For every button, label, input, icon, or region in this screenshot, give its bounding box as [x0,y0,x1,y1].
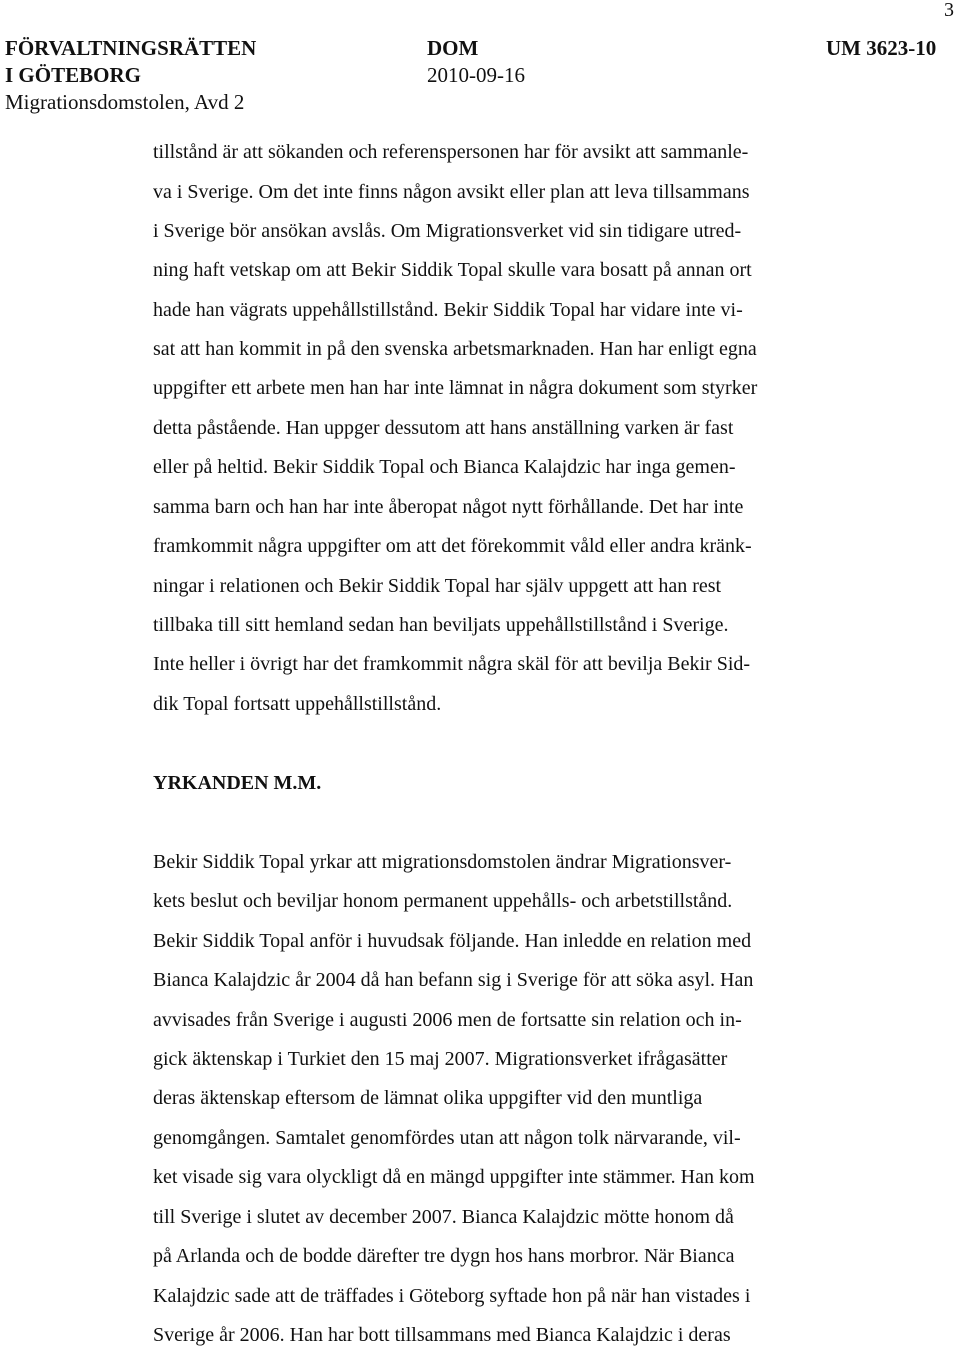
body-line: tillstånd är att sökanden och referenspersonen har för avsikt att sammanle- [153,141,749,163]
body-line: uppgifter ett arbete men han har inte lämnat in några dokument som styrker [153,377,758,399]
body-line: Bianca Kalajdzic år 2004 då han befann sig i Sverige för att söka asyl. Han [153,969,754,991]
court-department: Migrationsdomstolen, Avd 2 [5,90,245,114]
body-line: eller på heltid. Bekir Siddik Topal och Bianca Kalajdzic har inga gemen- [153,456,736,478]
body-line: dik Topal fortsatt uppehållstillstånd. [153,693,442,715]
body-line: detta påstående. Han uppger dessutom att hans anställning varken är fast [153,417,734,439]
document-date: 2010-09-16 [427,63,525,87]
court-header [5,35,256,116]
body-line: Bekir Siddik Topal yrkar att migrationsdomstolen ändrar Migrationsver- [153,851,732,873]
body-line: ket visade sig vara olyckligt då en mängd uppgifter inte stämmer. Han kom [153,1166,755,1188]
body-line: Kalajdzic sade att de träffades i Göteborg syftade hon på när han vistades i [153,1285,751,1307]
body-line: va i Sverige. Om det inte finns någon avsikt eller plan att leva tillsammans [153,181,750,203]
body-line: ning haft vetskap om att Bekir Siddik Topal skulle vara bosatt på annan ort [153,259,752,281]
body-line: kets beslut och beviljar honom permanent uppehålls- och arbetstillstånd. [153,890,733,912]
body-line: gick äktenskap i Turkiet den 15 maj 2007. Migrationsverket ifrågasätter [153,1048,728,1070]
body-line: på Arlanda och de bodde därefter tre dygn hos hans morbror. När Bianca [153,1245,735,1267]
document-type: DOM [427,36,479,60]
page-number: 3 [944,0,954,21]
case-number: UM 3623-10 [826,36,937,60]
body-line: Bekir Siddik Topal anför i huvudsak följande. Han inledde en relation med [153,930,752,952]
body-line: till Sverige i slutet av december 2007. Bianca Kalajdzic mötte honom då [153,1206,734,1228]
body-line: i Sverige bör ansökan avslås. Om Migrationsverket vid sin tidigare utred- [153,220,742,242]
court-name-line2: I GÖTEBORG [5,63,141,87]
body-line: ningar i relationen och Bekir Siddik Topal har själv uppgett att han rest [153,575,722,597]
body-line: Inte heller i övrigt har det framkommit några skäl för att bevilja Bekir Sid- [153,653,751,675]
body-line: hade han vägrats uppehållstillstånd. Bekir Siddik Topal har vidare inte vi- [153,299,743,321]
body-line: sat att han kommit in på den svenska arbetsmarknaden. Han har enligt egna [153,338,757,360]
body-line: samma barn och han har inte åberopat något nytt förhållande. Det har inte [153,496,744,518]
body-line: tillbaka till sitt hemland sedan han beviljats uppehållstillstånd i Sverige. [153,614,729,636]
body-line: genomgången. Samtalet genomfördes utan att någon tolk närvarande, vil- [153,1127,741,1149]
section-heading: YRKANDEN M.M. [153,772,322,794]
body-line: avvisades från Sverige i augusti 2006 men de fortsatte sin relation och in- [153,1009,742,1031]
document-type-block [427,35,525,89]
body-line: framkommit några uppgifter om att det förekommit våld eller andra kränk- [153,535,752,557]
body-line: Sverige år 2006. Han har bott tillsammans med Bianca Kalajdzic i deras [153,1324,731,1346]
court-name-line1: FÖRVALTNINGSRÄTTEN [5,36,257,60]
body-line: deras äktenskap eftersom de lämnat olika uppgifter vid den muntliga [153,1087,703,1109]
